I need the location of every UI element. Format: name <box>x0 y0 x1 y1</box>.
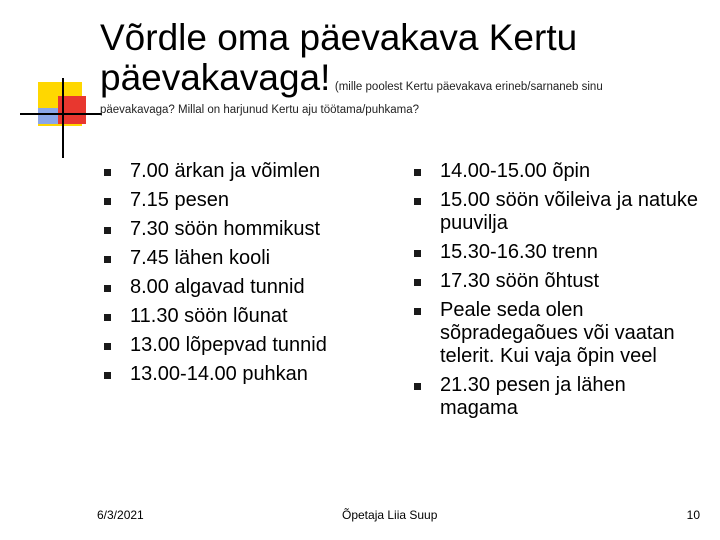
slide-title <box>100 18 710 116</box>
schedule-item-text: 7.45 lähen kooli <box>130 247 271 269</box>
footer-page-number: 10 <box>686 508 700 522</box>
footer-date: 6/3/2021 <box>97 508 144 522</box>
right-schedule-column <box>410 160 700 420</box>
bullet-square-icon <box>414 169 421 176</box>
bullet-square-icon <box>104 198 111 205</box>
footer-author: Õpetaja Liia Suup <box>342 508 438 522</box>
vertical-line <box>62 78 64 158</box>
bullet-square-icon <box>414 279 421 286</box>
schedule-item <box>410 160 700 183</box>
title-line-3-note: päevakavaga? Millal on harjunud Kertu aju töötama/puhkama? <box>100 104 420 116</box>
schedule-item <box>100 276 390 299</box>
schedule-item-text: 13.00-14.00 puhkan <box>130 363 308 385</box>
schedule-item <box>100 305 390 328</box>
schedule-item-text: 15.00 söön võileiva ja natuke puuvilja <box>440 189 698 234</box>
title-line-2 <box>100 58 710 98</box>
bullet-square-icon <box>104 314 111 321</box>
schedule-item <box>410 241 700 264</box>
bullet-square-icon <box>414 250 421 257</box>
schedule-item-text: 7.30 söön hommikust <box>130 218 321 240</box>
schedule-item <box>100 218 390 241</box>
bullet-square-icon <box>104 169 111 176</box>
left-schedule-list <box>100 160 390 386</box>
schedule-item <box>410 374 700 420</box>
title-line-2-main: päevakavaga! <box>100 57 331 98</box>
schedule-item <box>100 189 390 212</box>
schedule-item-text: 11.30 söön lõunat <box>130 305 288 327</box>
bullet-square-icon <box>414 383 421 390</box>
decorative-blocks-graphic <box>0 0 100 140</box>
schedule-item-text: 7.00 ärkan ja võimlen <box>130 160 321 182</box>
title-line-1: Võrdle oma päevakava Kertu <box>100 17 578 58</box>
schedule-item-text: 13.00 lõpepvad tunnid <box>130 334 327 356</box>
schedule-item-text: 21.30 pesen ja lähen magama <box>440 374 626 419</box>
bullet-square-icon <box>104 227 111 234</box>
schedule-item <box>100 363 390 386</box>
bullet-square-icon <box>414 308 421 315</box>
bullet-square-icon <box>104 285 111 292</box>
schedule-item <box>100 160 390 183</box>
bullet-square-icon <box>104 372 111 379</box>
left-schedule-column <box>100 160 390 386</box>
schedule-item-text: 7.15 pesen <box>130 189 229 211</box>
bullet-square-icon <box>414 198 421 205</box>
blue-square <box>38 108 58 124</box>
schedule-item <box>100 334 390 357</box>
schedule-item-text: 14.00-15.00 õpin <box>440 160 591 182</box>
right-schedule-list <box>410 160 700 420</box>
title-line-2-note: (mille poolest Kertu päevakava erineb/sarnaneb sinu <box>334 81 603 93</box>
bullet-square-icon <box>104 256 111 263</box>
schedule-item-text: 17.30 söön õhtust <box>440 270 600 292</box>
schedule-item-text: Peale seda olen sõpradegaõues või vaatan telerit. Kui vaja õpin veel <box>440 299 675 367</box>
schedule-item <box>410 189 700 235</box>
schedule-item <box>410 299 700 368</box>
schedule-item-text: 8.00 algavad tunnid <box>130 276 305 298</box>
bullet-square-icon <box>104 343 111 350</box>
horizontal-line <box>20 113 102 115</box>
schedule-item-text: 15.30-16.30 trenn <box>440 241 598 263</box>
schedule-item <box>410 270 700 293</box>
schedule-item <box>100 247 390 270</box>
